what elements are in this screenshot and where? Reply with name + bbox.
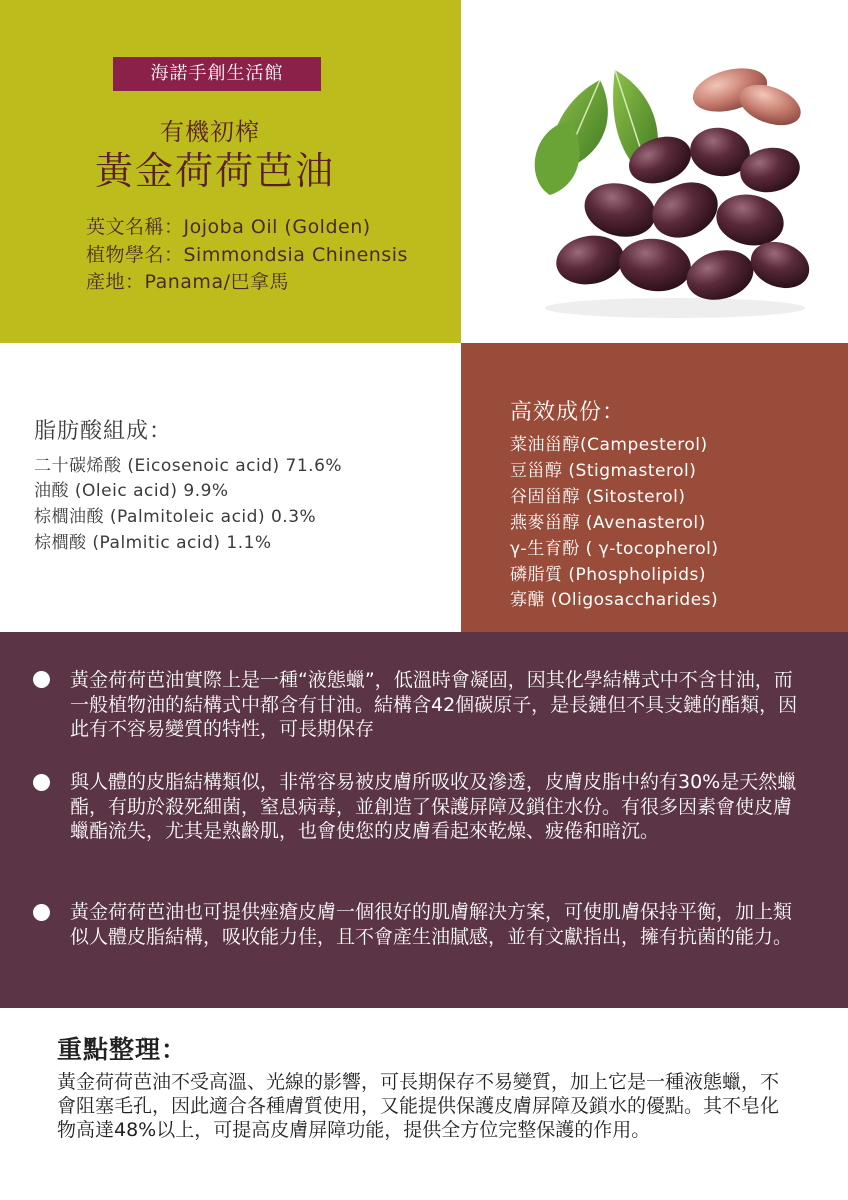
fatty-acid-item: 棕櫚油酸 (Palmitoleic acid) 0.3% (34, 507, 317, 527)
fatty-acid-item: 二十碳烯酸 (Eicosenoic acid) 71.6% (34, 456, 343, 476)
active-ingredient-item: 燕麥甾醇 (Avenasterol) (510, 513, 706, 533)
summary-title: 重點整理： (57, 1035, 188, 1064)
bullet-dot-icon (33, 671, 50, 688)
bullet-dot-icon (33, 774, 50, 791)
active-ingredient-item: 豆甾醇 (Stigmasterol) (510, 461, 697, 481)
feature-paragraph: 與人體的皮脂結構類似，非常容易被皮膚所吸收及滲透，皮膚皮脂中約有30%是天然蠟酯，有助於殺死細菌，窒息病毒，並創造了保護屏障及鎖住水份。有很多因素會使皮膚蠟酯流失，尤其是熟齡肌，也會使您的皮膚看起來乾燥、疲倦和暗沉。 (70, 771, 797, 842)
fatty-acid-item: 油酸 (Oleic acid) 9.9% (34, 481, 229, 501)
origin: 產地：Panama/巴拿馬 (86, 271, 289, 293)
feature-paragraph: 黃金荷荷芭油也可提供痤瘡皮膚一個很好的肌膚解決方案，可使肌膚保持平衡，加上類似人體皮脂結構，吸收能力佳，且不會產生油膩感，並有文獻指出，擁有抗菌的能力。 (70, 901, 793, 948)
botanical-name: 植物學名：Simmondsia Chinensis (86, 244, 408, 266)
feature-paragraph: 黃金荷荷芭油實際上是一種“液態蠟”，低溫時會凝固，因其化學結構式中不含甘油，而一般植物油的結構式中都含有甘油。結構含42個碳原子，是長鏈但不具支鏈的酯類，因此有不容易變質的特性，可長期保存 (70, 669, 798, 740)
bullet-dot-icon (33, 904, 50, 921)
fatty-acid-title: 脂肪酸組成： (34, 419, 173, 444)
product-title: 黃金荷荷芭油 (95, 149, 336, 193)
active-ingredient-item: γ-生育酚 ( γ-tocopherol) (510, 539, 719, 559)
jojoba-seeds-image (530, 60, 820, 320)
active-ingredient-item: 寡醣 (Oligosaccharides) (510, 590, 719, 610)
active-ingredient-item: 菜油甾醇(Campesterol) (510, 435, 708, 455)
product-subtitle: 有機初榨 (160, 118, 260, 146)
active-ingredient-item: 磷脂質 (Phospholipids) (510, 565, 707, 585)
brand-badge: 海諾手創生活館 (113, 57, 321, 91)
active-ingredients-title: 高效成份： (510, 400, 626, 425)
fatty-acid-item: 棕櫚酸 (Palmitic acid) 1.1% (34, 533, 272, 553)
english-name: 英文名稱：Jojoba Oil (Golden) (86, 216, 371, 238)
active-ingredient-item: 谷固甾醇 (Sitosterol) (510, 487, 686, 507)
summary-text: 黃金荷荷芭油不受高溫、光線的影響，可長期保存不易變質，加上它是一種液態蠟，不會阻塞毛孔，因此適合各種膚質使用，又能提供保護皮膚屏障及鎖水的優點。其不皂化物高達48%以上，可提高皮膚屏障功能，提供全方位完整保護的作用。 (57, 1071, 780, 1141)
